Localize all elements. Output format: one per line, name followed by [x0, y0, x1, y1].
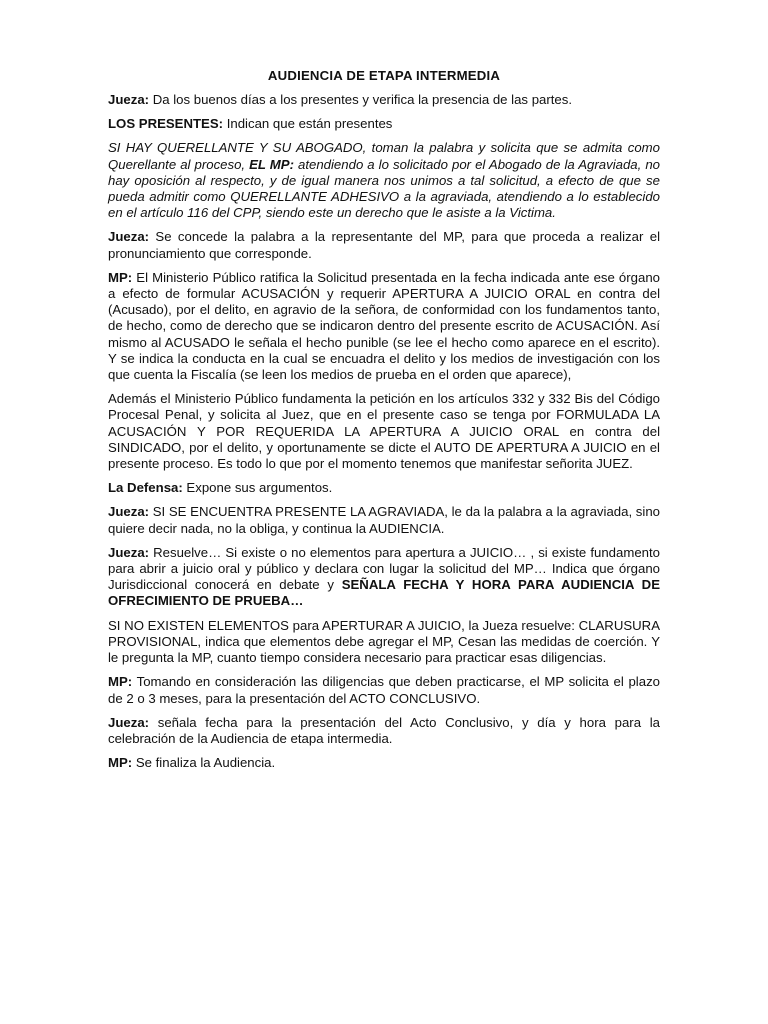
speaker-label: Jueza: [108, 504, 150, 520]
paragraph-text: Da los buenos días a los presentes y verifica la presencia de las partes. [149, 92, 573, 107]
speaker-label: La Defensa: [108, 480, 183, 496]
paragraph-jueza-resuelve [108, 545, 660, 610]
paragraph-text: SI SE ENCUENTRA PRESENTE LA AGRAVIADA, le da la palabra a la agraviada, sino quiere decir nada, no la obliga, y continua la AUDIENCIA. [108, 504, 660, 536]
speaker-label: LOS PRESENTES: [108, 116, 224, 132]
paragraph-text: atendiendo a lo solicitado por el Abogado de la Agraviada, no hay oposición al respecto, y de igual manera nos unimos a tal solicitud, a efecto de que se pueda admitir como QUERELLANTE ADHESIVO a la agraviada, atendiendo a lo establecido en el artículo 116 del CPP, siendo este un derecho que le asiste a la Victima. [108, 156, 660, 221]
paragraph-jueza-greeting [108, 92, 660, 108]
paragraph-jueza-agraviada [108, 504, 660, 536]
paragraph-text: Además el Ministerio Público fundamenta la petición en los artículos 332 y 332 Bis del Código Procesal Penal, y solicita al Juez, que en el presente caso se tenga por FORMULADA LA ACUSACIÓN Y POR REQUERIDA LA APERTURA A JUICIO ORAL en contra del SINDICADO, por el delito, y oportunamente se dicte el AUTO DE APERTURA A JUICIO en el presente proceso. Es todo lo que por el momento tenemos que manifestar señorita JUEZ. [108, 391, 660, 472]
paragraph-text: El Ministerio Público ratifica la Solicitud presentada en la fecha indicada ante ese órgano a efecto de formular ACUSACIÓN y requerir APERTURA A JUICIO ORAL en contra del (Acusado), por el delito, en agravio de la señora, de conformidad con los fundamentos tanto, de hecho, como de derecho que se indicaron dentro del presente escrito de ACUSACIÓN. Así mismo al ACUSADO le señala el hecho punible (se lee el hecho como aparece en el escrito). Y se indica la conducta en la cual se encuadra el delito y los medios de investigación con los que cuenta la Fiscalía (se leen los medios de prueba en el orden que aparece), [108, 269, 660, 383]
paragraph-text: Indican que están presentes [223, 116, 393, 132]
paragraph-text: Se concede la palabra a la representante del MP, para que proceda a realizar el pronunciamiento que corresponde. [108, 229, 660, 261]
speaker-label: MP: [108, 269, 133, 285]
paragraph-mp-finaliza [108, 755, 660, 771]
paragraph-no-existen-elementos [108, 618, 660, 667]
paragraph-mp-plazo [108, 674, 660, 706]
paragraph-presentes [108, 116, 660, 132]
paragraph-bold-text: SEÑALA FECHA Y HORA PARA AUDIENCIA DE OFRECIMIENTO DE PRUEBA… [108, 577, 660, 609]
paragraph-jueza-fecha [108, 715, 660, 747]
document-title: AUDIENCIA DE ETAPA INTERMEDIA [267, 68, 501, 83]
paragraph-text: SI HAY QUERELLANTE Y SU ABOGADO, toman la palabra y solicita que se admita como Querellante al proceso, [108, 140, 660, 172]
paragraph-text: Tomando en consideración las diligencias que deben practicarse, el MP solicita el plazo de 2 o 3 meses, para la presentación del ACTO CONCLUSIVO. [108, 674, 660, 706]
paragraph-mp-ratifica [108, 270, 660, 383]
paragraph-text: señala fecha para la presentación del Acto Conclusivo, y día y hora para la celebración de la Audiencia de etapa intermedia. [108, 714, 660, 746]
speaker-label: Jueza: [108, 229, 150, 245]
speaker-label: Jueza: [108, 92, 150, 107]
paragraph-querellante [108, 140, 660, 221]
paragraph-text: Se finaliza la Audiencia. [132, 755, 276, 771]
paragraph-defensa [108, 480, 660, 496]
paragraph-jueza-concede [108, 229, 660, 261]
speaker-label: Jueza: [108, 544, 150, 560]
paragraph-text: Expone sus argumentos. [182, 480, 333, 496]
speaker-label: Jueza: [108, 714, 150, 730]
paragraph-text: Resuelve… Si existe o no elementos para apertura a JUICIO… , si existe fundamento para abrir a juicio oral y público y declara con lugar la solicitud del MP… Indica que órgano Jurisdiccional conocerá en debate y [108, 544, 660, 593]
paragraph-text: SI NO EXISTEN ELEMENTOS para APERTURAR A JUICIO, la Jueza resuelve: CLARUSURA PROVISIONAL, indica que elementos debe agregar el MP, Cesan las medidas de coerción. Y le pregunta la MP, cuanto tiempo considera necesario para practicar esas diligencias. [108, 617, 660, 666]
speaker-label: EL MP: [249, 156, 294, 172]
speaker-label: MP: [108, 755, 133, 771]
paragraph-mp-fundamenta [108, 391, 660, 472]
speaker-label: MP: [108, 674, 133, 690]
